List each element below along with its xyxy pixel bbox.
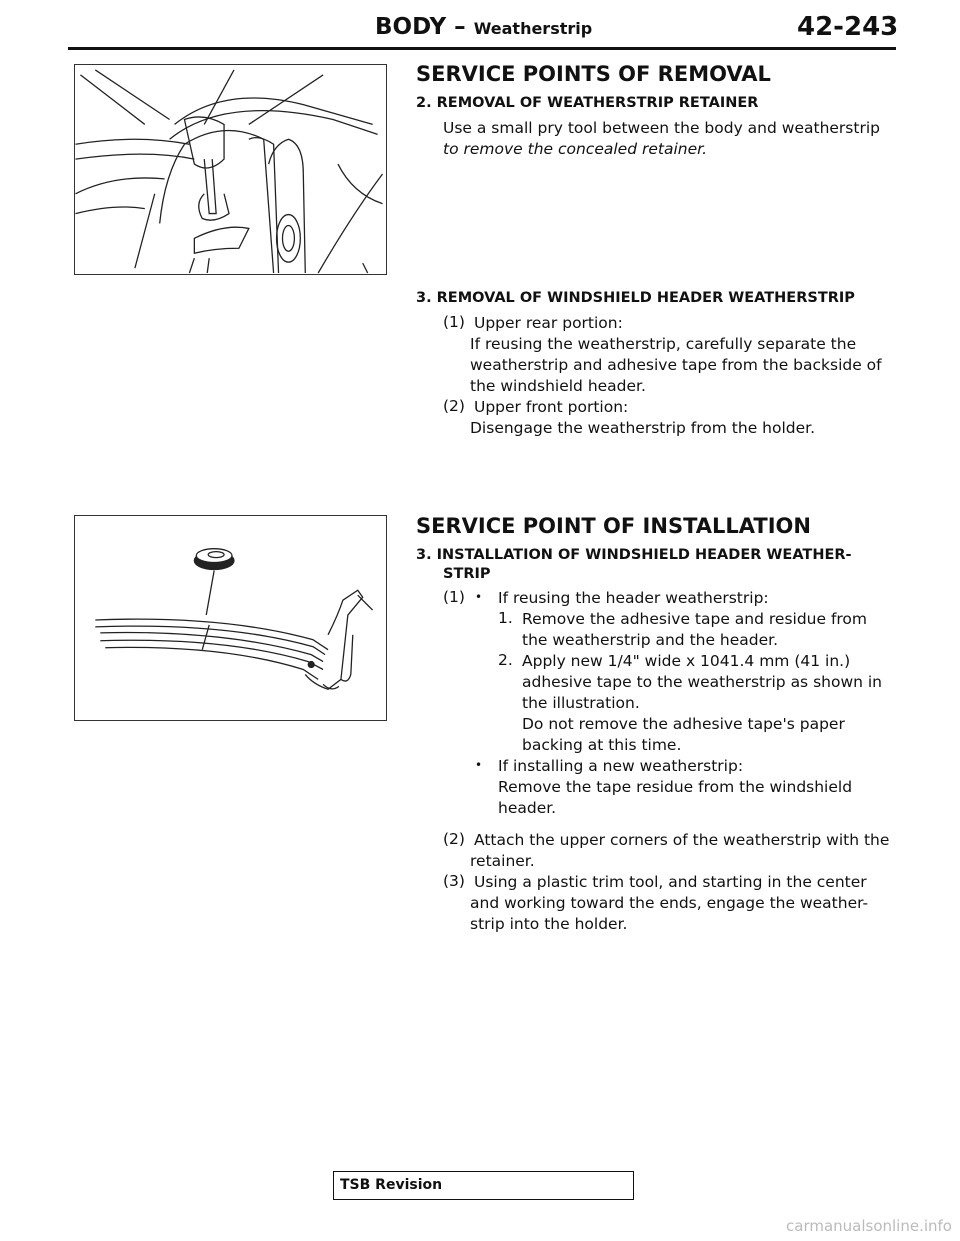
removal-item2-title: 2. REMOVAL OF WEATHERSTRIP RETAINER bbox=[416, 95, 759, 111]
removal-item2-text-line1: Use a small pry tool between the body and weatherstrip bbox=[443, 119, 880, 137]
weatherstrip-tape-illustration bbox=[74, 515, 387, 721]
removal-item3-title: 3. REMOVAL OF WINDSHIELD HEADER WEATHERSTRIP bbox=[416, 290, 855, 306]
install-step1b-line5: backing at this time. bbox=[522, 736, 682, 754]
install-step1b-line3: the illustration. bbox=[522, 694, 640, 712]
tsb-revision-label: TSB Revision bbox=[340, 1177, 443, 1193]
removal-step1-line2: weatherstrip and adhesive tape from the backside of bbox=[470, 356, 882, 374]
install-step2-number: (2) bbox=[443, 830, 465, 848]
watermark-url: carmanualsonline.info bbox=[786, 1217, 952, 1235]
install-step1-title: If reusing the header weatherstrip: bbox=[498, 589, 769, 607]
tsb-revision-box bbox=[333, 1171, 634, 1200]
removal-step2-title: Upper front portion: bbox=[474, 398, 629, 416]
section-name: BODY bbox=[375, 14, 447, 40]
removal-step1-line3: the windshield header. bbox=[470, 377, 646, 395]
install-step1a-line2: the weatherstrip and the header. bbox=[522, 631, 779, 649]
install-step1b-line2: adhesive tape to the weatherstrip as shown in bbox=[522, 673, 883, 691]
removal-step1-number: (1) bbox=[443, 313, 465, 331]
install-step2-line1: Attach the upper corners of the weatherstrip with the bbox=[474, 831, 890, 849]
removal-heading: SERVICE POINTS OF REMOVAL bbox=[416, 62, 771, 86]
install-step1c-title: If installing a new weatherstrip: bbox=[498, 757, 744, 775]
removal-step1-title: Upper rear portion: bbox=[474, 314, 623, 332]
removal-step2-number: (2) bbox=[443, 397, 465, 415]
header-rule bbox=[68, 47, 896, 50]
install-step1a-line1: Remove the adhesive tape and residue from bbox=[522, 610, 868, 628]
removal-step2-line1: Disengage the weatherstrip from the holder. bbox=[470, 419, 816, 437]
install-step1-number: (1) bbox=[443, 588, 465, 606]
installation-item3-title-line1: 3. INSTALLATION OF WINDSHIELD HEADER WEATHER- bbox=[416, 547, 852, 563]
installation-item3-title-line2: STRIP bbox=[443, 566, 491, 582]
install-step1b-line4: Do not remove the adhesive tape's paper bbox=[522, 715, 845, 733]
install-step1b-number: 2. bbox=[498, 651, 513, 669]
install-step1a-number: 1. bbox=[498, 609, 513, 627]
install-step3-line3: strip into the holder. bbox=[470, 915, 628, 933]
install-step1c-line2: header. bbox=[498, 799, 557, 817]
title-dash: – bbox=[454, 14, 466, 40]
install-step1c-bullet: • bbox=[475, 758, 483, 772]
install-step1c-line1: Remove the tape residue from the windshield bbox=[498, 778, 853, 796]
section-title bbox=[375, 14, 592, 40]
install-step2-line2: retainer. bbox=[470, 852, 535, 870]
install-step3-line1: Using a plastic trim tool, and starting in the center bbox=[474, 873, 867, 891]
removal-item2-text-line2: to remove the concealed retainer. bbox=[443, 140, 707, 158]
install-step1b-line1: Apply new 1/4" wide x 1041.4 mm (41 in.) bbox=[522, 652, 851, 670]
retainer-removal-illustration bbox=[74, 64, 387, 275]
subsection-name: Weatherstrip bbox=[473, 19, 593, 38]
installation-heading: SERVICE POINT OF INSTALLATION bbox=[416, 514, 811, 538]
install-step3-number: (3) bbox=[443, 872, 465, 890]
page-number: 42-243 bbox=[797, 12, 899, 42]
install-step3-line2: and working toward the ends, engage the weather- bbox=[470, 894, 869, 912]
removal-step1-line1: If reusing the weatherstrip, carefully separate the bbox=[470, 335, 857, 353]
install-step1-bullet: • bbox=[475, 590, 483, 604]
